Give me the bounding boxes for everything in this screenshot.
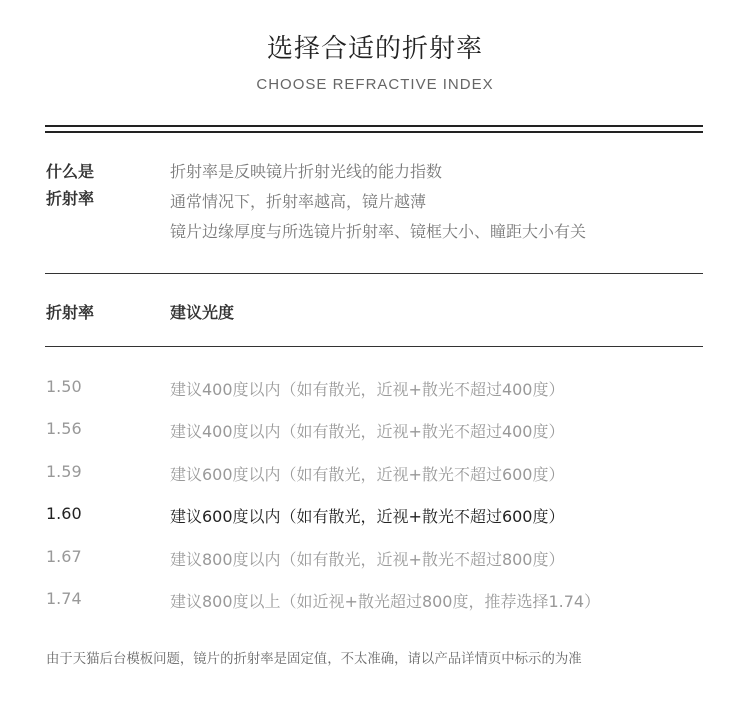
refractive-index-value: 1.56 bbox=[46, 419, 82, 439]
table-row bbox=[0, 544, 750, 586]
recommended-power: 建议400度以内（如有散光，近视+散光不超过400度） bbox=[170, 422, 565, 442]
refractive-index-value: 1.67 bbox=[46, 546, 82, 566]
top-divider-upper bbox=[45, 125, 703, 127]
refractive-index-value: 1.50 bbox=[46, 377, 82, 396]
page-subtitle: CHOOSE REFRACTIVE INDEX bbox=[256, 76, 494, 93]
table-row bbox=[0, 374, 750, 416]
definition-label-line2: 折射率 bbox=[46, 189, 95, 208]
refractive-index-value: 1.59 bbox=[46, 461, 82, 481]
section-divider bbox=[45, 273, 703, 274]
recommended-power: 建议600度以内（如有散光，近视+散光不超过600度） bbox=[170, 507, 565, 527]
definition-text bbox=[170, 157, 710, 247]
definition-label bbox=[46, 158, 136, 212]
definition-line: 折射率是反映镜片折射光线的能力指数 bbox=[170, 162, 443, 181]
refractive-index-value: 1.60 bbox=[46, 504, 82, 524]
index-table bbox=[0, 374, 750, 628]
column-header-index: 折射率 bbox=[46, 303, 95, 322]
table-row bbox=[0, 586, 750, 628]
footnote: 由于天猫后台模板问题，镜片的折射率是固定值，不太准确，请以产品详情页中标示的为准 bbox=[46, 652, 582, 667]
table-row bbox=[0, 459, 750, 501]
top-divider-lower bbox=[45, 131, 703, 133]
definition-line: 通常情况下，折射率越高，镜片越薄 bbox=[170, 192, 427, 211]
table-row bbox=[0, 501, 750, 543]
header-divider bbox=[45, 346, 703, 347]
table-row bbox=[0, 416, 750, 458]
recommended-power: 建议800度以内（如有散光，近视+散光不超过800度） bbox=[170, 549, 565, 569]
definition-line: 镜片边缘厚度与所选镜片折射率、镜框大小、瞳距大小有关 bbox=[170, 222, 587, 241]
column-header-recommendation: 建议光度 bbox=[170, 303, 235, 322]
recommended-power: 建议800度以上（如近视+散光超过800度，推荐选择1.74） bbox=[170, 591, 601, 611]
refractive-index-value: 1.74 bbox=[46, 588, 82, 608]
definition-label-line1: 什么是 bbox=[46, 162, 95, 181]
page-title: 选择合适的折射率 bbox=[266, 34, 483, 64]
recommended-power: 建议600度以内（如有散光，近视+散光不超过600度） bbox=[170, 464, 565, 484]
recommended-power: 建议400度以内（如有散光，近视+散光不超过400度） bbox=[170, 380, 565, 399]
